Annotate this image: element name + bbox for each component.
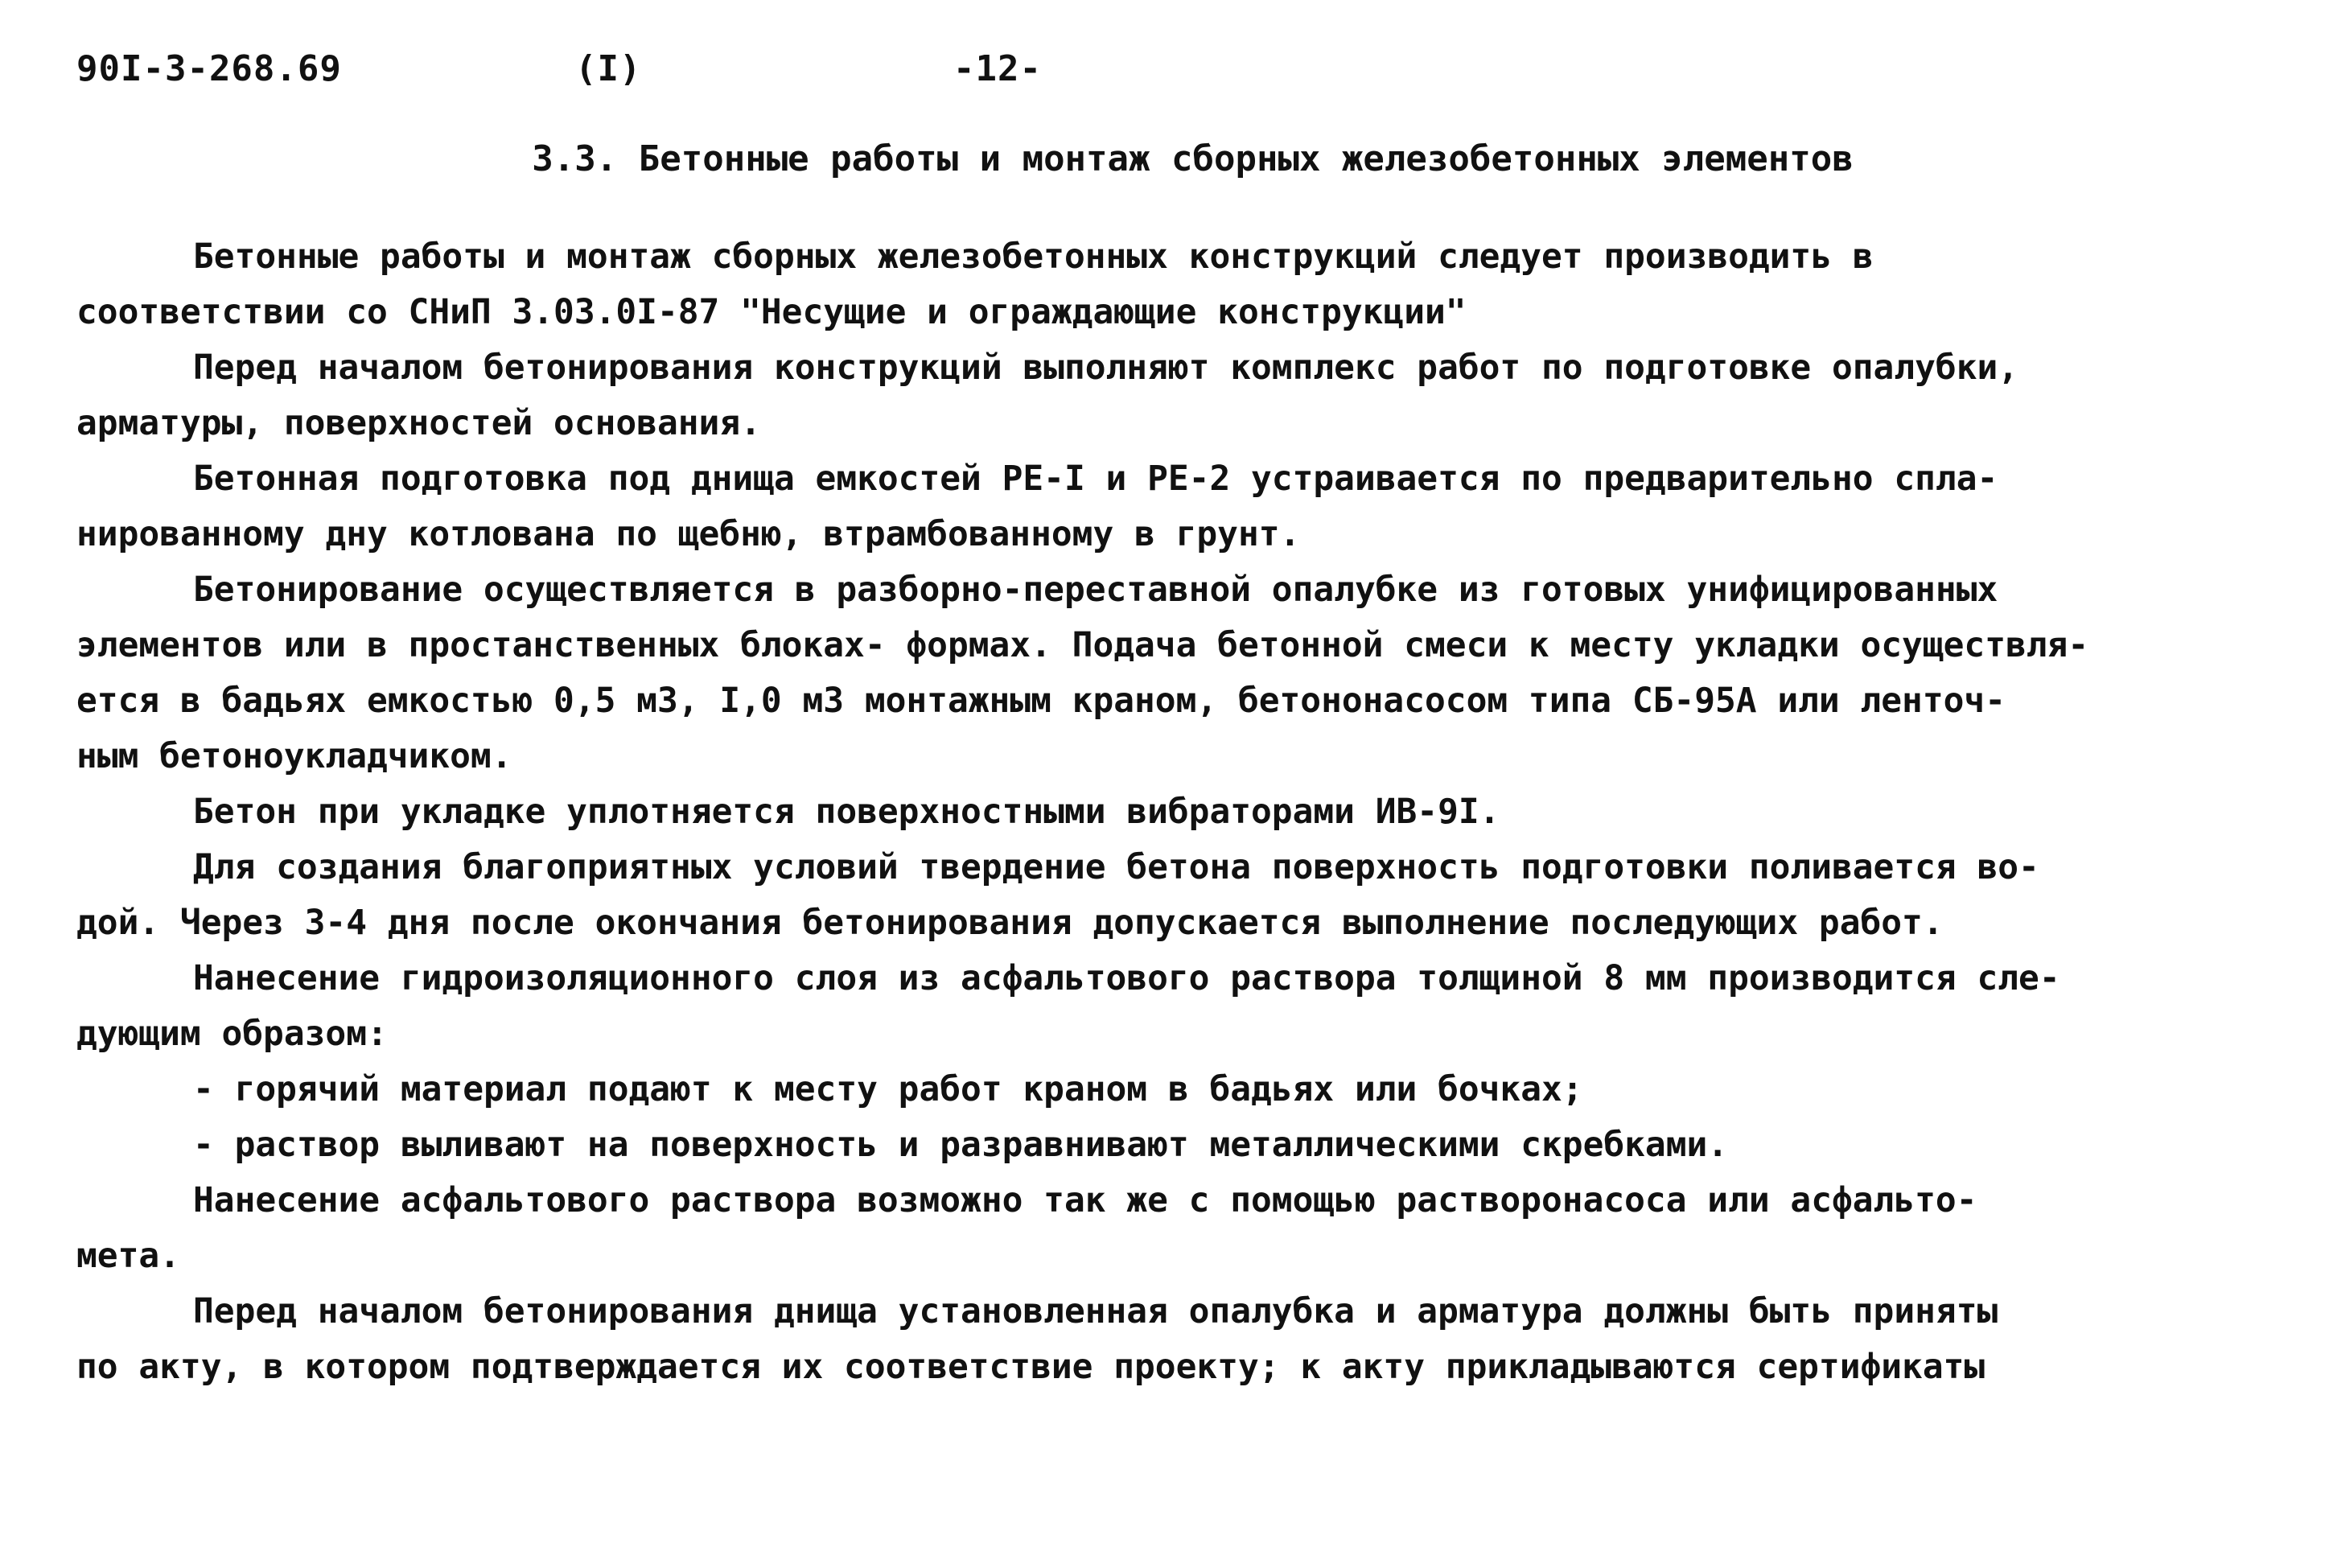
text-line: Бетон при укладке уплотняется поверхностными вибраторами ИВ-9I. xyxy=(193,792,1500,832)
text-line: - горячий материал подают к месту работ краном в бадьях или бочках; xyxy=(193,1069,1583,1109)
section-title: 3.3. Бетонные работы и монтаж сборных железобетонных элементов xyxy=(532,138,1854,179)
page-header xyxy=(76,48,2249,105)
text-line: элементов или в простанственных блоках- формах. Подача бетонной смеси к месту укладки осуществля- xyxy=(76,625,2089,665)
text-line: по акту, в котором подтверждается их соответствие проекту; к акту прикладываются сертификаты xyxy=(76,1347,1985,1387)
text-line: Бетонные работы и монтаж сборных железобетонных конструкций следует производить в xyxy=(193,237,1874,277)
text-line: дой. Через 3-4 дня после окончания бетонирования допускается выполнение последующих работ. xyxy=(76,903,1944,943)
text-line: Перед началом бетонирования днища установленная опалубка и арматура должны быть приняты xyxy=(193,1291,1998,1331)
text-line: ется в бадьях емкостью 0,5 м3, I,0 м3 монтажным краном, бетононасосом типа СБ-95А или ленточ- xyxy=(76,681,2006,721)
page-number: -12- xyxy=(953,48,1042,89)
text-line: ным бетоноукладчиком. xyxy=(76,736,512,776)
text-line: Бетонная подготовка под днища емкостей РЕ-I и РЕ-2 устраивается по предварительно спла- xyxy=(193,459,1998,499)
text-line: мета. xyxy=(76,1236,180,1276)
text-line: - раствор выливают на поверхность и разравнивают металлическими скребками. xyxy=(193,1125,1729,1165)
text-line: дующим образом: xyxy=(76,1014,388,1054)
section-title-row xyxy=(0,138,2329,179)
document-volume: (I) xyxy=(575,48,642,89)
document-code: 90I-3-268.69 xyxy=(76,48,342,89)
text-line: соответствии со СНиП 3.03.0I-87 "Несущие и ограждающие конструкции" xyxy=(76,292,1467,332)
body-text xyxy=(76,229,2289,1395)
text-line: Для создания благоприятных условий твердение бетона поверхность подготовки поливается во- xyxy=(193,847,2039,887)
text-line: Нанесение асфальтового раствора возможно так же с помощью растворонасоса или асфальто- xyxy=(193,1180,1977,1220)
text-line: Нанесение гидроизоляционного слоя из асфальтового раствора толщиной 8 мм производится сле- xyxy=(193,958,2060,998)
text-line: арматуры, поверхностей основания. xyxy=(76,403,761,443)
text-line: Бетонирование осуществляется в разборно-переставной опалубке из готовых унифицированных xyxy=(193,570,1998,610)
text-line: нированному дну котлована по щебню, втрамбованному в грунт. xyxy=(76,514,1301,554)
text-line: Перед началом бетонирования конструкций выполняют комплекс работ по подготовке опалубки, xyxy=(193,348,2019,388)
